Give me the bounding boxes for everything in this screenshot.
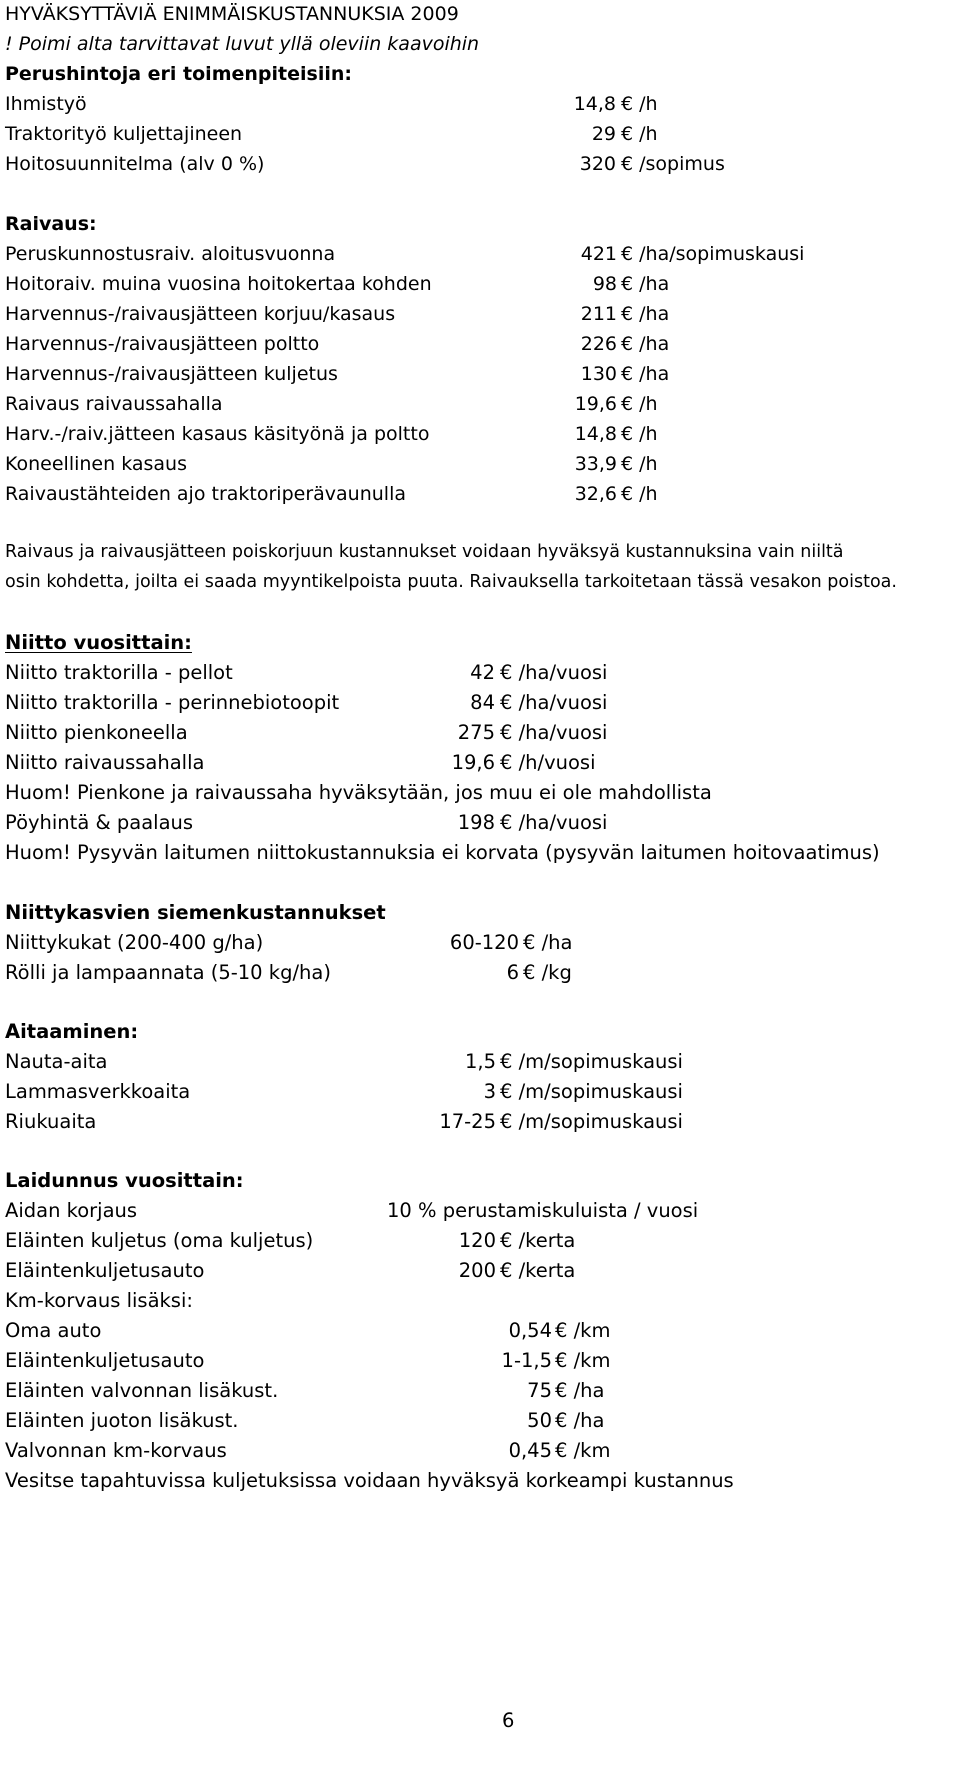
niitto-heading: Niitto vuosittain: bbox=[5, 631, 192, 654]
aitaaminen-value: 3 bbox=[483, 1080, 496, 1103]
laidunnus-value: 0,54 bbox=[508, 1319, 552, 1342]
siemen-heading: Niittykasvien siemenkustannukset bbox=[5, 901, 386, 924]
niitto-value: 198 bbox=[457, 811, 495, 834]
page-title: HYVÄKSYTTÄVIÄ ENIMMÄISKUSTANNUKSIA 2009 bbox=[5, 3, 459, 25]
siemen-unit: € /kg bbox=[523, 961, 572, 984]
niitto-unit: € /ha/vuosi bbox=[500, 691, 608, 714]
niitto-value: 42 bbox=[470, 661, 495, 684]
huom-note: Huom! Pienkone ja raivaussaha hyväksytään, jos muu ei ole mahdollista bbox=[5, 781, 712, 804]
final-note: Vesitse tapahtuvissa kuljetuksissa voidaan hyväksyä korkeampi kustannus bbox=[5, 1469, 734, 1492]
raivaus-value: 33,9 bbox=[574, 453, 617, 475]
laidunnus-label: Eläintenkuljetusauto bbox=[5, 1259, 205, 1282]
laidunnus-label: Oma auto bbox=[5, 1319, 102, 1342]
niitto-label: Niitto traktorilla - perinnebiotoopit bbox=[5, 691, 340, 714]
laidunnus-value: 120 bbox=[458, 1229, 496, 1252]
raivaus-label: Raivaus raivaussahalla bbox=[5, 393, 223, 415]
aitaaminen-label: Lammasverkkoaita bbox=[5, 1080, 191, 1103]
aitaaminen-label: Riukuaita bbox=[5, 1110, 97, 1133]
aitaaminen-value: 1,5 bbox=[464, 1050, 496, 1073]
aitaaminen-unit: € /m/sopimuskausi bbox=[500, 1110, 683, 1133]
raivaus-unit: € /h bbox=[621, 423, 658, 445]
siemen-label: Niittykukat (200-400 g/ha) bbox=[5, 931, 264, 954]
base-price-value: 14,8 bbox=[573, 93, 616, 115]
niitto-unit: € /ha/vuosi bbox=[500, 811, 608, 834]
aitaaminen-value: 17-25 bbox=[439, 1110, 496, 1133]
laidunnus-heading: Laidunnus vuosittain: bbox=[5, 1169, 244, 1192]
raivaus-value: 211 bbox=[580, 303, 617, 325]
laidunnus-value: 0,45 bbox=[508, 1439, 552, 1462]
page-number: 6 bbox=[502, 1709, 515, 1732]
laidunnus-value: 200 bbox=[458, 1259, 496, 1282]
aitaaminen-unit: € /m/sopimuskausi bbox=[500, 1080, 683, 1103]
niitto-unit: € /h/vuosi bbox=[500, 751, 596, 774]
raivaus-label: Raivaustähteiden ajo traktoriperävaunulla bbox=[5, 483, 406, 505]
raivaus-value: 226 bbox=[580, 333, 617, 355]
base-price-label: Ihmistyö bbox=[5, 93, 87, 115]
laidunnus-value: 75 bbox=[527, 1379, 552, 1402]
raivaus-heading: Raivaus: bbox=[5, 213, 97, 235]
raivaus-label: Harvennus-/raivausjätteen kuljetus bbox=[5, 363, 338, 385]
laidunnus-unit: € /ha bbox=[555, 1409, 605, 1432]
raivaus-value: 98 bbox=[592, 273, 617, 295]
laidunnus-label: Eläinten kuljetus (oma kuljetus) bbox=[5, 1229, 314, 1252]
base-price-unit: € /h bbox=[621, 93, 658, 115]
raivaus-label: Koneellinen kasaus bbox=[5, 453, 188, 475]
aitaaminen-label: Nauta-aita bbox=[5, 1050, 108, 1073]
raivaus-value: 130 bbox=[580, 363, 617, 385]
km-korvaus-label: Km-korvaus lisäksi: bbox=[5, 1289, 193, 1312]
niitto-label: Niitto traktorilla - pellot bbox=[5, 661, 233, 684]
raivaus-unit: € /ha bbox=[621, 363, 670, 385]
siemen-unit: € /ha bbox=[523, 931, 573, 954]
raivaus-unit: € /h bbox=[621, 483, 658, 505]
siemen-label: Rölli ja lampaannata (5-10 kg/ha) bbox=[5, 961, 331, 984]
raivaus-note: osin kohdetta, joilta ei saada myyntikelpoista puuta. Raivauksella tarkoitetaan tässä vesakon poistoa. bbox=[5, 572, 897, 592]
laidunnus-text: 10 % perustamiskuluista / vuosi bbox=[387, 1199, 699, 1222]
raivaus-unit: € /h bbox=[621, 453, 658, 475]
base-price-value: 320 bbox=[579, 153, 616, 175]
niitto-unit: € /ha/vuosi bbox=[500, 721, 608, 744]
raivaus-label: Hoitoraiv. muina vuosina hoitokertaa kohden bbox=[5, 273, 432, 295]
raivaus-value: 421 bbox=[580, 243, 617, 265]
laidunnus-unit: € /kerta bbox=[500, 1229, 576, 1252]
raivaus-label: Harvennus-/raivausjätteen korjuu/kasaus bbox=[5, 303, 396, 325]
raivaus-unit: € /ha bbox=[621, 273, 670, 295]
niitto-label: Niitto raivaussahalla bbox=[5, 751, 205, 774]
raivaus-value: 32,6 bbox=[574, 483, 617, 505]
raivaus-note: Raivaus ja raivausjätteen poiskorjuun kustannukset voidaan hyväksyä kustannuksina vain niiltä bbox=[5, 542, 844, 562]
base-price-unit: € /h bbox=[621, 123, 658, 145]
huom-note: Huom! Pysyvän laitumen niittokustannuksia ei korvata (pysyvän laitumen hoitovaatimus) bbox=[5, 841, 880, 864]
base-price-label: Hoitosuunnitelma (alv 0 %) bbox=[5, 153, 265, 175]
instruction-note: ! Poimi alta tarvittavat luvut yllä oleviin kaavoihin bbox=[5, 33, 480, 55]
laidunnus-unit: € /kerta bbox=[500, 1259, 576, 1282]
laidunnus-label: Eläintenkuljetusauto bbox=[5, 1349, 205, 1372]
raivaus-label: Harv.-/raiv.jätteen kasaus käsityönä ja poltto bbox=[5, 423, 430, 445]
raivaus-unit: € /ha/sopimuskausi bbox=[621, 243, 805, 265]
aitaaminen-heading: Aitaaminen: bbox=[5, 1020, 139, 1043]
base-price-value: 29 bbox=[591, 123, 616, 145]
laidunnus-label: Valvonnan km-korvaus bbox=[5, 1439, 227, 1462]
niitto-unit: € /ha/vuosi bbox=[500, 661, 608, 684]
raivaus-value: 14,8 bbox=[574, 423, 617, 445]
niitto-label: Pöyhintä & paalaus bbox=[5, 811, 194, 834]
laidunnus-value: 1-1,5 bbox=[501, 1349, 552, 1372]
raivaus-unit: € /ha bbox=[621, 333, 670, 355]
laidunnus-unit: € /km bbox=[555, 1319, 611, 1342]
laidunnus-label: Eläinten juoton lisäkust. bbox=[5, 1409, 239, 1432]
niitto-value: 84 bbox=[470, 691, 495, 714]
laidunnus-unit: € /km bbox=[555, 1349, 611, 1372]
laidunnus-unit: € /km bbox=[555, 1439, 611, 1462]
raivaus-value: 19,6 bbox=[574, 393, 617, 415]
laidunnus-label: Aidan korjaus bbox=[5, 1199, 138, 1222]
base-price-label: Traktorityö kuljettajineen bbox=[5, 123, 243, 145]
niitto-value: 275 bbox=[457, 721, 495, 744]
laidunnus-label: Eläinten valvonnan lisäkust. bbox=[5, 1379, 279, 1402]
raivaus-unit: € /h bbox=[621, 393, 658, 415]
base-prices-heading: Perushintoja eri toimenpiteisiin: bbox=[5, 63, 352, 85]
siemen-value: 60-120 bbox=[449, 931, 519, 954]
laidunnus-unit: € /ha bbox=[555, 1379, 605, 1402]
niitto-label: Niitto pienkoneella bbox=[5, 721, 188, 744]
raivaus-label: Harvennus-/raivausjätteen poltto bbox=[5, 333, 320, 355]
base-price-unit: € /sopimus bbox=[621, 153, 725, 175]
siemen-value: 6 bbox=[506, 961, 519, 984]
aitaaminen-unit: € /m/sopimuskausi bbox=[500, 1050, 683, 1073]
niitto-value: 19,6 bbox=[451, 751, 495, 774]
laidunnus-value: 50 bbox=[527, 1409, 552, 1432]
raivaus-unit: € /ha bbox=[621, 303, 670, 325]
raivaus-label: Peruskunnostusraiv. aloitusvuonna bbox=[5, 243, 336, 265]
